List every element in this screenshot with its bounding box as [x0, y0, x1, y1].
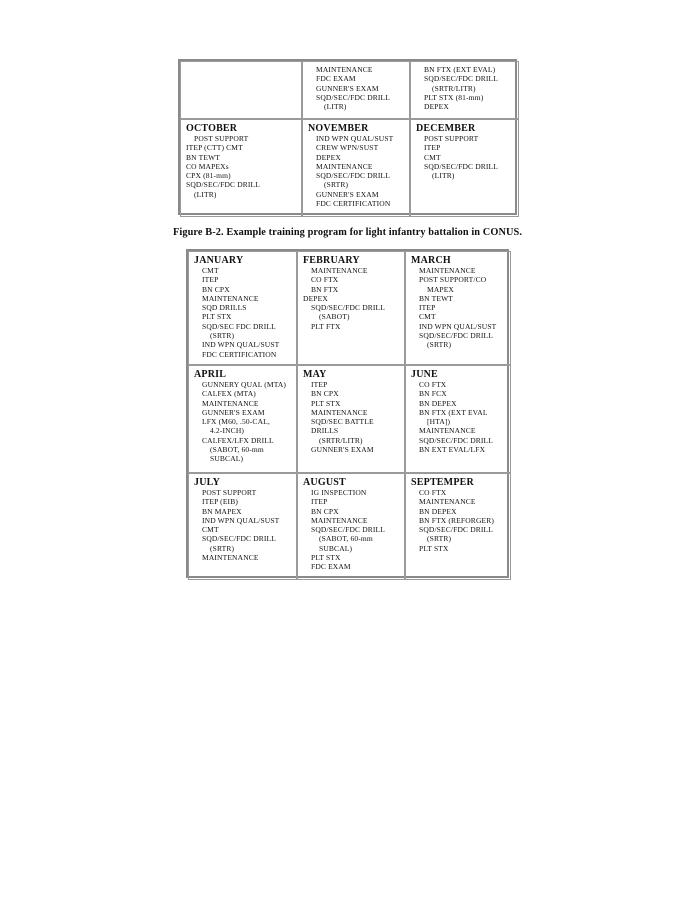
training-event: CREW WPN/SUST: [316, 143, 379, 153]
training-event: CPX (81-mm): [186, 171, 231, 181]
training-event: SQD/SEC/FDC DRILL: [316, 92, 391, 102]
training-event: ITEP (CTT) CMT: [186, 143, 243, 153]
training-event-list: [416, 134, 513, 180]
training-event: SQD/SEC/FDC DRILL: [311, 303, 386, 313]
training-event-list: [303, 380, 399, 454]
training-event: CMT: [424, 152, 441, 162]
training-event: BN FTX (REFORGER): [419, 515, 495, 525]
month-heading: MARCH: [411, 255, 451, 266]
training-event: (LITR): [324, 102, 347, 112]
training-event: IND WPN QUAL/SUST: [202, 515, 280, 525]
month-cell: [302, 61, 410, 119]
training-event: [HTA]): [427, 417, 451, 427]
training-event: BN MAPEX: [202, 506, 242, 516]
training-event: (SRTR/LITR): [432, 83, 476, 93]
training-event: IND WPN QUAL/SUST: [419, 321, 497, 331]
month-cell: [180, 119, 302, 217]
training-event: MAINTENANCE: [202, 293, 259, 303]
training-table-1: [178, 59, 517, 215]
training-event: BN DEPEX: [419, 398, 457, 408]
training-event: ITEP (EIB): [202, 497, 239, 507]
training-event-list: [303, 488, 399, 572]
training-event-list: [308, 134, 404, 208]
training-event: BN FTX: [311, 284, 339, 294]
month-heading: MAY: [303, 369, 327, 380]
training-event: BN DEPEX: [419, 506, 457, 516]
training-event: SQD DRILLS: [202, 303, 247, 313]
month-cell: [297, 251, 405, 365]
training-event: PLT STX: [202, 312, 232, 322]
training-event: CMT: [202, 266, 219, 275]
training-event: FDC EXAM: [316, 74, 356, 84]
training-event: ITEP: [419, 303, 436, 313]
month-cell: [188, 473, 297, 580]
training-event: POST SUPPORT: [202, 488, 257, 497]
training-event: CALFEX/LFX DRILL: [202, 435, 274, 445]
month-cell: [297, 365, 405, 473]
training-event: SQD/SEC BATTLE: [311, 417, 374, 427]
training-event: GUNNER'S EXAM: [316, 189, 379, 199]
training-event: (SABOT, 60-mm: [210, 445, 264, 455]
training-event: BN TEWT: [419, 293, 454, 303]
training-event: ITEP: [424, 143, 441, 153]
training-event-list: [194, 266, 291, 359]
training-event: SQD/SEC/FDC DRILL: [424, 161, 499, 171]
training-event-list: [194, 488, 291, 562]
training-event: BN FCX: [419, 389, 447, 399]
training-event: MAINTENANCE: [419, 426, 476, 436]
month-heading: AUGUST: [303, 477, 346, 488]
training-event: (SRTR): [210, 331, 235, 341]
training-event: CO FTX: [419, 488, 447, 497]
training-event: GUNNERY QUAL (MTA): [202, 380, 287, 389]
month-cell: [405, 473, 511, 580]
training-event: CALFEX (MTA): [202, 389, 256, 399]
figure-caption: Figure B-2. Example training program for light infantry battalion in CONUS.: [173, 227, 523, 238]
training-event: SQD/SEC/FDC DRILL: [316, 171, 391, 181]
training-event: CO MAPEXs: [186, 161, 229, 171]
training-event: BN EXT EVAL/LFX: [419, 445, 486, 455]
training-event: GUNNER'S EXAM: [311, 445, 374, 455]
month-heading: FEBRUARY: [303, 255, 360, 266]
training-event: (SABOT): [319, 312, 350, 322]
training-event: ITEP: [311, 380, 328, 389]
month-heading: JULY: [194, 477, 220, 488]
training-event: MAINTENANCE: [419, 497, 476, 507]
training-event: POST SUPPORT/CO: [419, 275, 487, 285]
training-event: CMT: [202, 525, 219, 535]
training-event-list: [416, 65, 513, 111]
training-event: SUBCAL): [319, 543, 353, 553]
training-event: BN FTX (EXT EVAL: [419, 407, 488, 417]
month-heading: OCTOBER: [186, 123, 238, 134]
training-event: BN TEWT: [186, 152, 221, 162]
training-event: MAINTENANCE: [311, 407, 368, 417]
training-event: PLT STX: [311, 398, 341, 408]
training-event: SQD/SEC/FDC DRILL: [419, 525, 494, 535]
training-event: BN FTX (EXT EVAL): [424, 65, 496, 74]
training-event: (SRTR): [210, 543, 235, 553]
training-event: SQD/SEC/FDC DRILL: [186, 180, 261, 190]
month-heading: SEPTEMPER: [411, 477, 474, 488]
training-event: PLT STX: [311, 553, 341, 563]
training-event: POST SUPPORT: [424, 134, 479, 143]
training-event: (LITR): [432, 171, 455, 181]
training-event: SQD/SEC/FDC DRILL: [419, 331, 494, 341]
training-event-list: [194, 380, 291, 464]
training-event: IND WPN QUAL/SUST: [202, 340, 280, 350]
training-event: MAINTENANCE: [311, 266, 368, 275]
training-event: DEPEX: [316, 152, 341, 162]
training-event: FDC CERTIFICATION: [202, 349, 277, 359]
training-event: SQD/SEC FDC DRILL: [202, 321, 276, 331]
month-cell: [302, 119, 410, 217]
training-event-list: [308, 65, 404, 111]
training-event: GUNNER'S EXAM: [316, 83, 379, 93]
training-event: PLT FTX: [311, 321, 341, 331]
training-event: PLT STX (81-mm): [424, 92, 484, 102]
training-event: IG INSPECTION: [311, 488, 367, 497]
month-cell: [188, 365, 297, 473]
training-event: CO FTX: [311, 275, 339, 285]
month-heading: JUNE: [411, 369, 438, 380]
training-event: BN CPX: [311, 506, 339, 516]
training-event: MAINTENANCE: [311, 515, 368, 525]
training-event: DEPEX: [424, 102, 449, 112]
training-event: POST SUPPORT: [194, 134, 249, 143]
training-event: BN CPX: [311, 389, 339, 399]
training-event-list: [411, 380, 505, 454]
training-event-list: [411, 488, 505, 553]
training-event: DEPEX: [303, 293, 328, 303]
training-event: (SRTR/LITR): [319, 435, 363, 445]
training-event: FDC EXAM: [311, 562, 351, 572]
training-event-list: [303, 266, 399, 331]
training-event: SQD/SEC/FDC DRILL: [311, 525, 386, 535]
training-event: ITEP: [311, 497, 328, 507]
month-cell: [297, 473, 405, 580]
training-event: (SRTR): [427, 534, 452, 544]
training-event: MAINTENANCE: [316, 65, 373, 74]
training-event: SUBCAL): [210, 454, 244, 464]
month-heading: APRIL: [194, 369, 227, 380]
month-cell: [180, 61, 302, 119]
month-heading: DECEMBER: [416, 123, 476, 134]
training-event: (LITR): [194, 189, 217, 199]
month-cell: [405, 365, 511, 473]
training-event: ITEP: [202, 275, 219, 285]
training-event: MAINTENANCE: [419, 266, 476, 275]
month-cell: [405, 251, 511, 365]
training-event: BN CPX: [202, 284, 230, 294]
training-event: (SRTR): [324, 180, 349, 190]
training-event: DRILLS: [311, 426, 339, 436]
training-table-2: [186, 249, 509, 578]
training-event: MAPEX: [427, 284, 455, 294]
training-event: MAINTENANCE: [202, 398, 259, 408]
training-event: PLT STX: [419, 543, 449, 553]
training-event: CO FTX: [419, 380, 447, 389]
month-cell: [410, 119, 519, 217]
training-event: IND WPN QUAL/SUST: [316, 134, 394, 143]
training-event-list: [411, 266, 505, 350]
training-event: LFX (M60, .50-CAL,: [202, 417, 270, 427]
training-event: MAINTENANCE: [202, 553, 259, 563]
training-event: SQD/SEC/FDC DRILL: [202, 534, 277, 544]
month-heading: JANUARY: [194, 255, 244, 266]
month-heading: NOVEMBER: [308, 123, 369, 134]
training-event: SQD/SEC/FDC DRILL: [424, 74, 499, 84]
month-cell: [410, 61, 519, 119]
training-event: (SRTR): [427, 340, 452, 350]
training-event-list: [186, 134, 296, 199]
training-event: (SABOT, 60-mm: [319, 534, 373, 544]
training-event: SQD/SEC/FDC DRILL: [419, 435, 494, 445]
training-event: GUNNER'S EXAM: [202, 407, 265, 417]
training-event: MAINTENANCE: [316, 161, 373, 171]
training-event: 4.2-INCH): [210, 426, 245, 436]
training-event: FDC CERTIFICATION: [316, 199, 391, 209]
training-event: CMT: [419, 312, 436, 322]
month-cell: [188, 251, 297, 365]
